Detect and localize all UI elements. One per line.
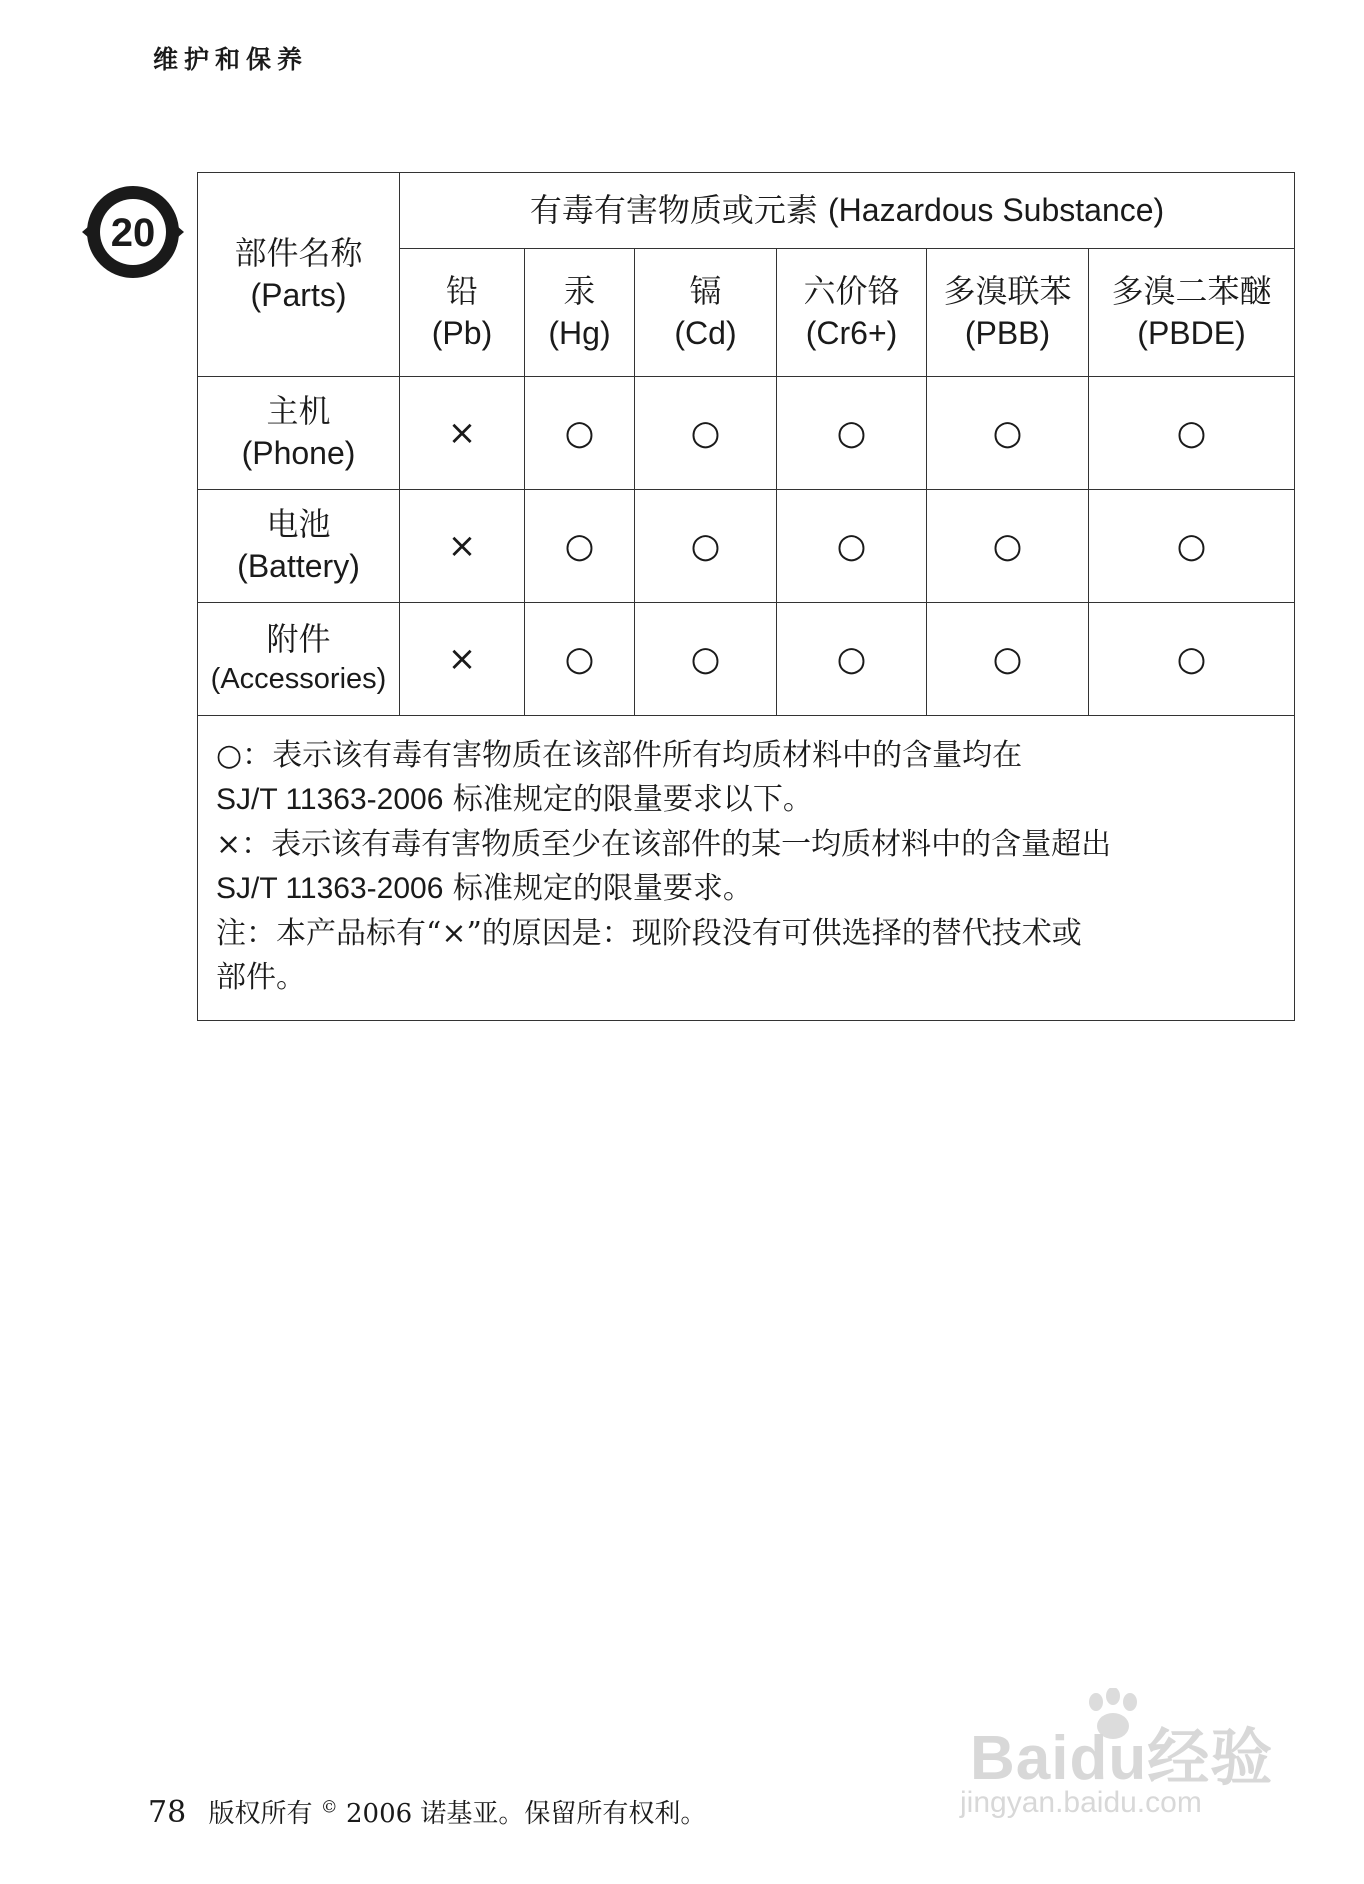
mark-cell: ○ bbox=[927, 377, 1089, 490]
mark-cell: ○ bbox=[1089, 603, 1295, 716]
mark-cell: ○ bbox=[525, 490, 635, 603]
row-label: 附件 (Accessories) bbox=[198, 603, 400, 716]
page-footer bbox=[148, 1793, 706, 1830]
column-header-pbde: 多溴二苯醚 (PBDE) bbox=[1089, 249, 1295, 377]
table-row-phone bbox=[198, 377, 1295, 490]
copyright-symbol: © bbox=[320, 1797, 338, 1818]
mark-cell: ○ bbox=[635, 490, 777, 603]
mark-cell: ○ bbox=[635, 377, 777, 490]
mark-cell: ○ bbox=[927, 490, 1089, 603]
cross-note-line-2: SJ/T 11363-2006 标准规定的限量要求。 bbox=[216, 871, 753, 907]
table-row-accessories bbox=[198, 603, 1295, 716]
running-header: 维护和保养 bbox=[153, 45, 309, 74]
column-header-cd: 镉 (Cd) bbox=[635, 249, 777, 377]
mark-cell: ○ bbox=[1089, 377, 1295, 490]
mark-cell: ○ bbox=[777, 603, 927, 716]
cross-note-line-1: ×：表示该有毒有害物质至少在该部件的某一均质材料中的含量超出 bbox=[216, 826, 1112, 862]
row-label: 电池 (Battery) bbox=[198, 490, 400, 603]
column-header-hg: 汞 (Hg) bbox=[525, 249, 635, 377]
hazardous-substance-table bbox=[197, 172, 1295, 1021]
mark-cell: ○ bbox=[777, 490, 927, 603]
copyright-text-before: 版权所有 bbox=[208, 1799, 313, 1829]
parts-header-cell: 部件名称 (Parts) bbox=[198, 173, 400, 377]
mark-cell: ○ bbox=[927, 603, 1089, 716]
mark-cell: ○ bbox=[525, 377, 635, 490]
circle-note-line-1: ○：表示该有毒有害物质在该部件所有均质材料中的含量均在 bbox=[216, 738, 1023, 773]
watermark-brand: Baidu经验 bbox=[970, 1724, 1274, 1793]
table-row-battery bbox=[198, 490, 1295, 603]
page-number: 78 bbox=[148, 1795, 187, 1830]
column-header-pbb: 多溴联苯 (PBB) bbox=[927, 249, 1089, 377]
remark-line-1: 注：本产品标有“×”的原因是：现阶段没有可供选择的替代技术或 bbox=[216, 915, 1082, 951]
environment-protection-use-period-icon bbox=[74, 182, 192, 282]
baidu-watermark bbox=[960, 1688, 1300, 1838]
mark-cell: × bbox=[400, 377, 525, 490]
column-header-cr6: 六价铬 (Cr6+) bbox=[777, 249, 927, 377]
column-header-pb: 铅 (Pb) bbox=[400, 249, 525, 377]
row-label: 主机 (Phone) bbox=[198, 377, 400, 490]
watermark-url: jingyan.baidu.com bbox=[960, 1786, 1202, 1819]
mark-cell: ○ bbox=[525, 603, 635, 716]
substance-header-cell: 有毒有害物质或元素 (Hazardous Substance) bbox=[400, 173, 1295, 249]
copyright-text-after: 2006 诺基亚。保留所有权利。 bbox=[346, 1799, 707, 1829]
legend-notes bbox=[198, 716, 1295, 1021]
mark-cell: ○ bbox=[635, 603, 777, 716]
mark-cell: × bbox=[400, 490, 525, 603]
logo-number: 20 bbox=[110, 211, 156, 255]
mark-cell: × bbox=[400, 603, 525, 716]
remark-line-2: 部件。 bbox=[216, 959, 306, 995]
mark-cell: ○ bbox=[777, 377, 927, 490]
mark-cell: ○ bbox=[1089, 490, 1295, 603]
circle-note-line-2: SJ/T 11363-2006 标准规定的限量要求以下。 bbox=[216, 782, 813, 818]
